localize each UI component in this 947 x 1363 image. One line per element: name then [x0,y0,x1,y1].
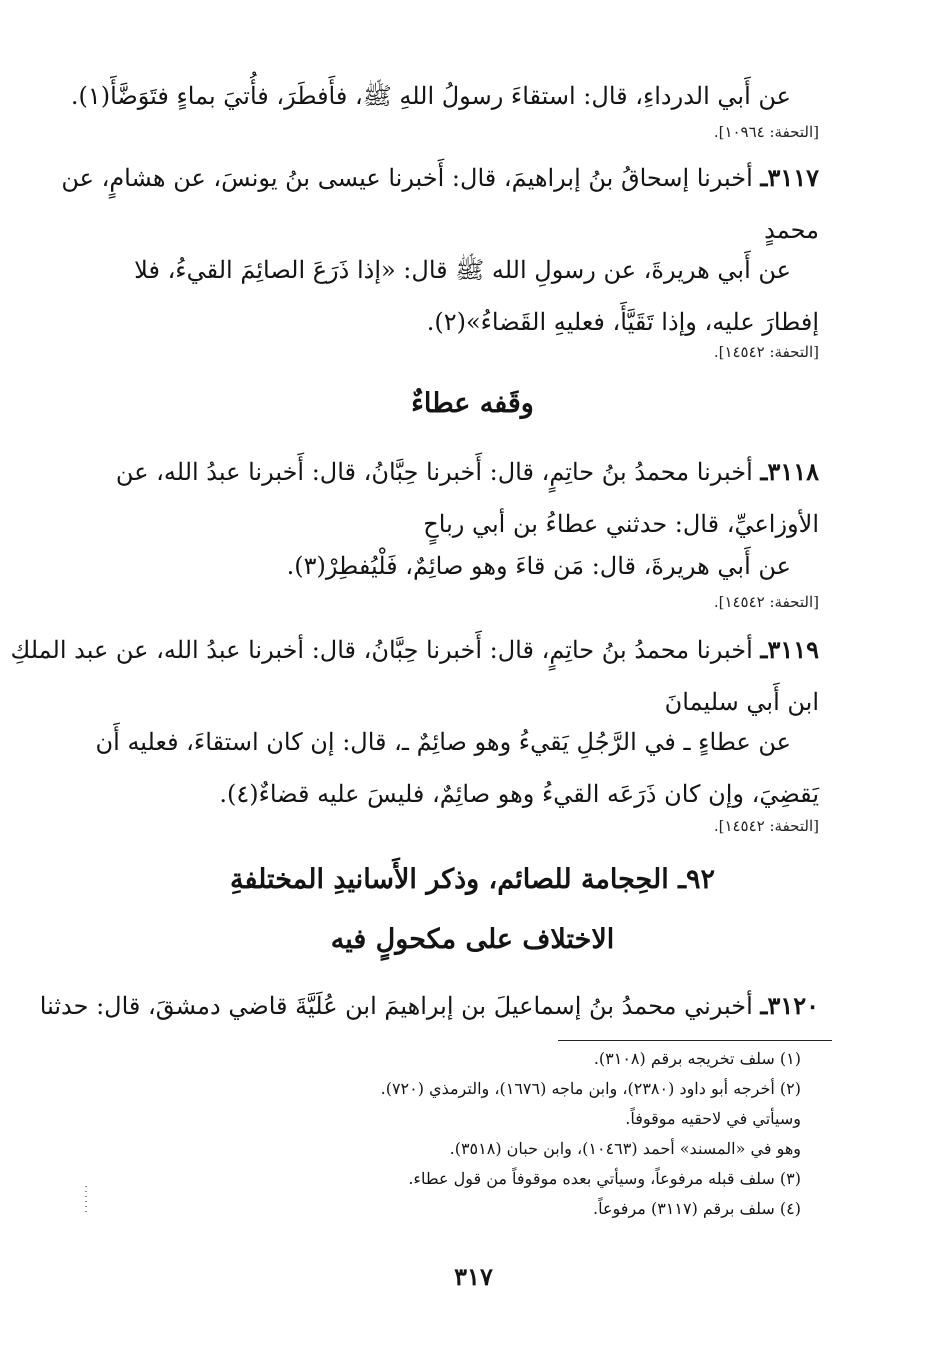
text-line: عن أَبي الدرداءِ، قال: استقاءَ رسولُ اللهِ ﷺ، فأَفطَرَ، فأُتيَ بماءٍ فتَوَضَّأَ(١). [70,82,791,110]
hadith-number: ٣١٢٠ـ [760,991,819,1020]
text-line: عن أَبي هريرةَ، عن رسولِ الله ﷺ قال: «إذا ذَرَعَ الصائِمَ القيءُ، فلا [134,256,791,284]
text-span: أخبرني محمدُ بنُ إسماعيلَ بن إبراهيمَ ابن عُلَيَّةَ قاضي دمشقَ، قال: حدثنا [39,992,753,1020]
tuhfa-reference: [التحفة: ١٤٥٤٢]. [713,817,819,835]
text-span: أخبرنا محمدُ بنُ حاتِمٍ، قال: أَخبرنا حِبَّانُ، قال: أَخبرنا عبدُ الله، عن [115,458,753,486]
hadith-3119-isnad [10,624,819,728]
hadith-number: ٣١١٩ـ [760,635,819,664]
hadith-text-2 [126,244,819,348]
hadith-text-3 [126,540,819,592]
text-line: ابن أَبي سليمانَ [664,688,819,716]
text-span: أخبرنا إسحاقُ بنُ إبراهيمَ، قال: أَخبرنا عيسى بنُ يونسَ، عن هشامٍ، عن [61,164,753,192]
hadith-text-1 [70,70,819,122]
hadith-3118-isnad [115,446,819,550]
footnotes [126,1044,819,1224]
footnote: وسيأتي في لاحقيه موقوفاً. [625,1109,801,1128]
text-line: عن أَبي هريرةَ، قال: مَن قاءَ وهو صائِمٌ، فَلْيُفطِرْ(٣). [286,552,791,580]
chapter-heading: ٩٢ـ الحِجامة للصائم، وذكر الأَسانيدِ المختلفةِ [229,864,716,895]
text-line: عن عطاءٍ ـ في الرَّجُلِ يَقيءُ وهو صائِمٌ ـ، قال: إن كان استقاءَ، فعليه أَن [95,728,791,756]
footnote: (٢) أخرجه أبو داود (٢٣٨٠)، وابن ماجه (١٦٧٦)، والترمذي (٧٢٠). [380,1079,801,1098]
text-line: الأوزاعيِّ، قال: حدثني عطاءُ بن أبي رباحٍ [423,510,819,538]
text-line: إفطارَ عليه، وإذا تَقَيَّأَ، فعليهِ القَضاءُ»(٢). [426,308,819,336]
hadith-3120-isnad [39,980,819,1032]
hadith-text-4 [95,716,819,820]
hadith-number: ٣١١٨ـ [760,457,819,486]
margin-mark [85,1186,87,1214]
text-line [115,446,819,498]
footnote-divider [558,1040,832,1041]
text-line [61,152,819,204]
tuhfa-reference: [التحفة: ١٤٥٤٢]. [713,593,819,611]
text-span: أخبرنا محمدُ بنُ حاتِمٍ، قال: أَخبرنا حِبَّانُ، قال: أخبرنا عبدُ الله، عن عبد الملكِ [10,636,753,664]
hadith-3117-isnad [61,152,819,256]
text-line [39,980,819,1032]
page-number: ٣١٧ [454,1262,493,1291]
subsection-heading: الاختلاف على مكحولٍ فيه [330,924,615,955]
footnote: (١) سلف تخريجه برقم (٣١٠٨). [593,1049,801,1068]
footnote: (٣) سلف قبله مرفوعاً، وسيأتي بعده موقوفاً من قول عطاء. [408,1169,801,1188]
text-line [10,624,819,676]
footnote: وهو في «المسند» أحمد (١٠٤٦٣)، وابن حبان (٣٥١٨). [449,1139,801,1158]
footnote: (٤) سلف برقم (٣١١٧) مرفوعاً. [593,1199,801,1218]
hadith-number: ٣١١٧ـ [760,163,819,192]
tuhfa-reference: [التحفة: ١٤٥٤٢]. [713,343,819,361]
text-line: يَقضِيَ، وإن كان ذَرَعَه القيءُ وهو صائِمٌ، فليسَ عليه قضاءٌ(٤). [219,780,819,808]
section-heading: وقَفه عطاءٌ [411,388,534,419]
text-line: محمدٍ [764,216,819,244]
tuhfa-reference: [التحفة: ١٠٩٦٤]. [713,123,819,141]
